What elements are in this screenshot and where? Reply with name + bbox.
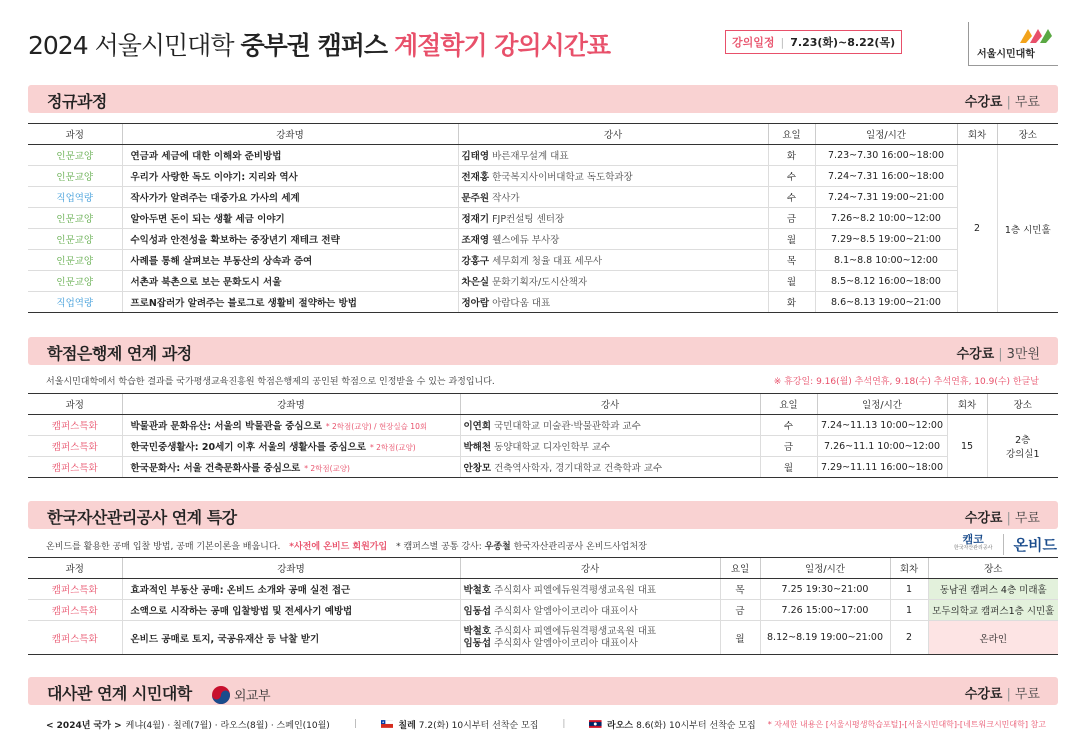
column-header: 과정 bbox=[28, 124, 122, 145]
location-cell: 온라인 bbox=[928, 621, 1058, 655]
instructor-name: 이연희 bbox=[463, 421, 492, 432]
table-row bbox=[28, 415, 1058, 436]
taegeuk-icon bbox=[211, 685, 231, 705]
laos-name: 라오스 bbox=[607, 720, 634, 731]
column-header: 장소 bbox=[928, 558, 1058, 579]
instructor-affiliation: 웰스에듀 부사장 bbox=[492, 235, 560, 246]
column-header: 일정/시간 bbox=[815, 124, 957, 145]
table-row bbox=[28, 600, 1058, 621]
day-cell: 수 bbox=[768, 187, 815, 208]
partner-logos bbox=[954, 532, 1057, 556]
section-title: 한국자산관리공사 연계 특강 bbox=[47, 508, 237, 527]
fee-info bbox=[965, 91, 1040, 110]
table-row bbox=[28, 621, 1058, 655]
day-cell: 화 bbox=[768, 145, 815, 166]
table-row bbox=[28, 208, 1058, 229]
instructor-line bbox=[464, 626, 720, 638]
course-title-cell bbox=[122, 436, 460, 457]
credit-note: * 2학점(교양) bbox=[304, 464, 350, 473]
column-header: 일정/시간 bbox=[817, 394, 947, 415]
course-title-cell: 알아두면 돈이 되는 생활 세금 이야기 bbox=[122, 208, 458, 229]
page-title bbox=[28, 26, 610, 62]
schedule-cell: 7.26 15:00~17:00 bbox=[760, 600, 890, 621]
table-row bbox=[28, 271, 1058, 292]
column-header: 강사 bbox=[458, 124, 768, 145]
schedule-value: 7.23(화)~8.22(목) bbox=[790, 36, 896, 49]
schedule-cell: 7.25 19:30~21:00 bbox=[760, 579, 890, 600]
schedule-cell: 8.12~8.19 19:00~21:00 bbox=[760, 621, 890, 655]
category-cell: 인문교양 bbox=[28, 271, 122, 292]
chile-info: 7.2(화) 10시부터 선착순 모집 bbox=[418, 720, 539, 731]
countries-label: < 2024년 국가 > bbox=[46, 720, 122, 731]
category-cell: 직업역량 bbox=[28, 187, 122, 208]
instructor-affiliation: 바른재무설계 대표 bbox=[492, 151, 569, 162]
table-row bbox=[28, 187, 1058, 208]
instructor-name: 문주원 bbox=[461, 193, 490, 204]
fee-label: 수강료 bbox=[964, 687, 1003, 702]
page-header bbox=[28, 22, 1058, 68]
column-header: 회차 bbox=[957, 124, 997, 145]
table-header-row bbox=[28, 394, 1058, 415]
table-row bbox=[28, 229, 1058, 250]
instructor-cell bbox=[460, 436, 760, 457]
location-cell: 동남권 캠퍼스 4층 미래홀 bbox=[928, 579, 1058, 600]
onbid-logo: 온비드 bbox=[1003, 534, 1057, 555]
instructor-affiliation: 주식회사 피엘에듀원격평생교육원 대표 bbox=[494, 625, 657, 637]
common-instructor-name: 우종철 bbox=[484, 542, 511, 552]
course-title-cell bbox=[122, 415, 460, 436]
section-title: 정규과정 bbox=[47, 92, 107, 111]
table-row bbox=[28, 292, 1058, 313]
logo-mark-icon bbox=[1018, 25, 1054, 45]
course-title-cell bbox=[122, 457, 460, 478]
sessions-cell: 15 bbox=[947, 415, 987, 478]
course-title-cell: 사례를 통해 살펴보는 부동산의 상속과 증여 bbox=[122, 250, 458, 271]
credit-note: * 2학점(교양) bbox=[369, 443, 416, 452]
instructor-affiliation: 한국복지사이버대학교 독도학과장 bbox=[492, 172, 633, 183]
table-header-row bbox=[28, 558, 1058, 579]
fee-label: 수강료 bbox=[964, 511, 1003, 526]
category-cell: 캠퍼스특화 bbox=[28, 579, 122, 600]
table-row bbox=[28, 166, 1058, 187]
title-part2: 중부권 캠퍼스 bbox=[240, 31, 388, 60]
instructor-name: 임동섭 bbox=[463, 606, 492, 617]
category-cell: 인문교양 bbox=[28, 145, 122, 166]
title-part3: 계절학기 강의시간표 bbox=[394, 31, 611, 60]
instructor-name: 박철호 bbox=[463, 585, 492, 596]
signup-note: *사전에 온비드 회원가입 bbox=[289, 542, 388, 552]
column-header: 회차 bbox=[947, 394, 987, 415]
fee-value: 무료 bbox=[1014, 511, 1040, 526]
day-cell: 수 bbox=[768, 166, 815, 187]
mofa-label: 외교부 bbox=[233, 689, 271, 704]
column-header: 회차 bbox=[890, 558, 928, 579]
course-title: 한국문화사: 서울 건축문화사를 중심으로 bbox=[130, 463, 301, 474]
instructor-name: 차은실 bbox=[461, 277, 490, 288]
divider: | bbox=[562, 719, 566, 729]
section-regular-header bbox=[28, 85, 1058, 113]
fee-label: 수강료 bbox=[964, 95, 1003, 110]
common-instructor-label: * 캠퍼스별 공통 강사: bbox=[396, 542, 482, 552]
schedule-cell: 7.24~7.31 19:00~21:00 bbox=[815, 187, 957, 208]
sessions-cell: 2 bbox=[890, 621, 928, 655]
kamco-logo-subtext: 한국자산관리공사 bbox=[953, 545, 993, 551]
schedule-label: 강의일정 bbox=[732, 36, 775, 49]
chile-name: 칠레 bbox=[398, 720, 416, 731]
title-year: 2024 bbox=[28, 31, 88, 60]
laos-flag-icon bbox=[589, 716, 602, 732]
schedule-cell: 7.23~7.30 16:00~18:00 bbox=[815, 145, 957, 166]
course-title-cell: 소액으로 시작하는 공매 입찰방법 및 전세사기 예방법 bbox=[122, 600, 460, 621]
instructor-name: 강홍구 bbox=[461, 256, 490, 267]
course-title-cell: 온비드 공매로 토지, 국공유재산 등 낙찰 받기 bbox=[122, 621, 460, 655]
note-text: 온비드를 활용한 공매 입찰 방법, 공매 기본이론을 배웁니다. bbox=[46, 542, 281, 552]
table-header-row bbox=[28, 124, 1058, 145]
instructor-name: 박해천 bbox=[463, 442, 492, 453]
instructor-cell bbox=[458, 271, 768, 292]
table-row bbox=[28, 457, 1058, 478]
day-cell: 금 bbox=[768, 208, 815, 229]
instructor-cell bbox=[460, 600, 720, 621]
course-title-cell: 작사가가 알려주는 대중가요 가사의 세계 bbox=[122, 187, 458, 208]
instructor-affiliation: 세무회계 청율 대표 세무사 bbox=[492, 256, 603, 267]
sessions-cell: 2 bbox=[957, 145, 997, 313]
sessions-cell: 1 bbox=[890, 600, 928, 621]
instructor-cell bbox=[458, 166, 768, 187]
kamco-description bbox=[46, 539, 647, 552]
instructor-line bbox=[464, 638, 720, 650]
section-embassy-header bbox=[28, 677, 1058, 705]
schedule-cell: 7.24~11.13 10:00~12:00 bbox=[817, 415, 947, 436]
course-title-cell: 수익성과 안전성을 확보하는 중장년기 재테크 전략 bbox=[122, 229, 458, 250]
instructor-affiliation: 주식회사 알엠아이코리아 대표이사 bbox=[494, 606, 638, 617]
instructor-affiliation: 주식회사 알엠아이코리아 대표이사 bbox=[494, 637, 638, 649]
schedule-cell: 7.29~11.11 16:00~18:00 bbox=[817, 457, 947, 478]
instructor-name: 임동섭 bbox=[463, 637, 492, 649]
schedule-cell: 7.29~8.5 19:00~21:00 bbox=[815, 229, 957, 250]
instructor-affiliation: 주식회사 피엘에듀원격평생교육원 대표 bbox=[494, 585, 657, 596]
countries-list: 케냐(4월) · 칠레(7월) · 라오스(8월) · 스페인(10월) bbox=[125, 720, 330, 731]
fee-info bbox=[957, 343, 1040, 362]
course-title: 박물관과 문화유산: 서울의 박물관을 중심으로 bbox=[130, 421, 322, 432]
mofa-logo bbox=[211, 685, 270, 705]
column-header: 장소 bbox=[987, 394, 1058, 415]
fee-value: 3만원 bbox=[1006, 347, 1040, 362]
fee-info bbox=[965, 507, 1040, 526]
schedule-box bbox=[725, 30, 902, 54]
category-cell: 캠퍼스특화 bbox=[28, 457, 122, 478]
category-cell: 캠퍼스특화 bbox=[28, 600, 122, 621]
table-row bbox=[28, 145, 1058, 166]
instructor-name: 정아람 bbox=[461, 298, 490, 309]
category-cell: 캠퍼스특화 bbox=[28, 621, 122, 655]
day-cell: 월 bbox=[720, 621, 760, 655]
kamco-logo bbox=[954, 535, 993, 553]
table-row bbox=[28, 250, 1058, 271]
category-cell: 인문교양 bbox=[28, 229, 122, 250]
day-cell: 수 bbox=[760, 415, 817, 436]
column-header: 요일 bbox=[760, 394, 817, 415]
day-cell: 목 bbox=[768, 250, 815, 271]
credit-bank-description: 서울시민대학에서 학습한 결과를 국가평생교육진흥원 학점은행제의 공인된 학점으로 인정받을 수 있는 과정입니다. bbox=[46, 377, 495, 387]
section-kamco-header bbox=[28, 501, 1058, 529]
chile-flag-icon bbox=[381, 716, 394, 732]
fee-separator: | bbox=[1006, 95, 1011, 110]
instructor-cell bbox=[458, 292, 768, 313]
column-header: 요일 bbox=[720, 558, 760, 579]
holiday-note: ※ 휴강일: 9.16(월) 추석연휴, 9.18(수) 추석연휴, 10.9(수) 한글날 bbox=[773, 377, 1039, 387]
schedule-cell: 7.26~8.2 10:00~12:00 bbox=[815, 208, 957, 229]
instructor-affiliation: 국민대학교 미술관·박물관학과 교수 bbox=[494, 421, 641, 432]
column-header: 강좌명 bbox=[122, 558, 460, 579]
schedule-separator: | bbox=[780, 35, 785, 49]
instructor-affiliation: 작사가 bbox=[492, 193, 520, 204]
location-line2: 강의실1 bbox=[1005, 449, 1040, 460]
instructor-name: 안창모 bbox=[463, 463, 492, 474]
course-title-cell: 서촌과 북촌으로 보는 문화도시 서울 bbox=[122, 271, 458, 292]
course-title-cell: 우리가 사랑한 독도 이야기: 지리와 역사 bbox=[122, 166, 458, 187]
fee-label: 수강료 bbox=[956, 347, 995, 362]
credit-bank-course-table bbox=[28, 393, 1058, 478]
category-cell: 인문교양 bbox=[28, 166, 122, 187]
instructor-name: 조재영 bbox=[461, 235, 490, 246]
fee-separator: | bbox=[1006, 687, 1011, 702]
section-title-text: 대사관 연계 시민대학 bbox=[47, 684, 192, 703]
column-header: 강좌명 bbox=[122, 124, 458, 145]
day-cell: 금 bbox=[760, 436, 817, 457]
instructor-cell bbox=[458, 145, 768, 166]
title-part1: 서울시민대학 bbox=[94, 31, 234, 60]
category-cell: 직업역량 bbox=[28, 292, 122, 313]
column-header: 장소 bbox=[997, 124, 1058, 145]
logo-text: 서울시민대학 bbox=[977, 49, 1035, 60]
column-header: 과정 bbox=[28, 394, 122, 415]
instructor-cell bbox=[458, 208, 768, 229]
column-header: 일정/시간 bbox=[760, 558, 890, 579]
fee-separator: | bbox=[998, 347, 1003, 362]
location-cell bbox=[987, 415, 1058, 478]
instructor-cell bbox=[458, 187, 768, 208]
section-title bbox=[47, 681, 270, 705]
category-cell: 캠퍼스특화 bbox=[28, 415, 122, 436]
course-title-cell: 효과적인 부동산 공매: 온비드 소개와 공매 실전 접근 bbox=[122, 579, 460, 600]
instructor-affiliation: 동양대학교 디자인학부 교수 bbox=[494, 442, 611, 453]
section-credit-bank-header bbox=[28, 337, 1058, 365]
schedule-cell: 8.1~8.8 10:00~12:00 bbox=[815, 250, 957, 271]
instructor-name: 박철호 bbox=[463, 625, 492, 637]
instructor-affiliation: FJP컨설팅 센터장 bbox=[492, 214, 565, 225]
column-header: 과정 bbox=[28, 558, 122, 579]
day-cell: 월 bbox=[760, 457, 817, 478]
embassy-program-info bbox=[46, 716, 1046, 732]
schedule-cell: 8.6~8.13 19:00~21:00 bbox=[815, 292, 957, 313]
column-header: 요일 bbox=[768, 124, 815, 145]
course-title: 한국민중생활사: 20세기 이후 서울의 생활사를 중심으로 bbox=[130, 442, 366, 453]
category-cell: 인문교양 bbox=[28, 250, 122, 271]
category-cell: 인문교양 bbox=[28, 208, 122, 229]
instructor-affiliation: 건축역사학자, 경기대학교 건축학과 교수 bbox=[494, 463, 663, 474]
category-cell: 캠퍼스특화 bbox=[28, 436, 122, 457]
section-title: 학점은행제 연계 과정 bbox=[47, 344, 192, 363]
schedule-cell: 8.5~8.12 16:00~18:00 bbox=[815, 271, 957, 292]
column-header: 강좌명 bbox=[122, 394, 460, 415]
instructor-cell bbox=[460, 621, 720, 655]
instructor-affiliation: 문화기획자/도시산책자 bbox=[492, 277, 588, 288]
instructor-cell bbox=[458, 229, 768, 250]
day-cell: 월 bbox=[768, 229, 815, 250]
table-row bbox=[28, 436, 1058, 457]
instructor-name: 전재홍 bbox=[461, 172, 490, 183]
instructor-name: 정재기 bbox=[461, 214, 490, 225]
column-header: 강사 bbox=[460, 558, 720, 579]
schedule-cell: 7.24~7.31 16:00~18:00 bbox=[815, 166, 957, 187]
detail-note: * 자세한 내용은 [서울시평생학습포털]-[서울시민대학]-[네트워크시민대학] 참고 bbox=[767, 719, 1046, 729]
instructor-cell bbox=[460, 579, 720, 600]
instructor-cell bbox=[460, 457, 760, 478]
kamco-course-table bbox=[28, 557, 1058, 655]
column-header: 강사 bbox=[460, 394, 760, 415]
fee-value: 무료 bbox=[1014, 687, 1040, 702]
day-cell: 화 bbox=[768, 292, 815, 313]
instructor-cell bbox=[460, 415, 760, 436]
fee-separator: | bbox=[1006, 511, 1011, 526]
regular-course-table bbox=[28, 123, 1058, 313]
credit-note: * 2학점(교양) / 현장실습 10회 bbox=[325, 422, 428, 431]
schedule-cell: 7.26~11.1 10:00~12:00 bbox=[817, 436, 947, 457]
sessions-cell: 1 bbox=[890, 579, 928, 600]
location-line1: 2층 bbox=[1015, 435, 1031, 446]
day-cell: 목 bbox=[720, 579, 760, 600]
divider: | bbox=[353, 719, 357, 729]
table-row bbox=[28, 579, 1058, 600]
seoul-citizen-university-logo bbox=[968, 22, 1058, 66]
instructor-name: 김태영 bbox=[461, 151, 490, 162]
fee-info bbox=[965, 683, 1040, 702]
kamco-logo-text: 캠코 bbox=[962, 533, 984, 546]
location-cell: 모두의학교 캠퍼스1층 시민홀 bbox=[928, 600, 1058, 621]
laos-info: 8.6(화) 10시부터 선착순 모집 bbox=[636, 720, 756, 731]
common-instructor-affiliation: 한국자산관리공사 온비드사업처장 bbox=[513, 542, 647, 552]
instructor-cell bbox=[458, 250, 768, 271]
course-title-cell: 프로N잡러가 알려주는 블로그로 생활비 절약하는 방법 bbox=[122, 292, 458, 313]
instructor-affiliation: 아람다움 대표 bbox=[492, 298, 551, 309]
day-cell: 월 bbox=[768, 271, 815, 292]
location-cell: 1층 시민홀 bbox=[997, 145, 1058, 313]
day-cell: 금 bbox=[720, 600, 760, 621]
course-title-cell: 연금과 세금에 대한 이해와 준비방법 bbox=[122, 145, 458, 166]
fee-value: 무료 bbox=[1014, 95, 1040, 110]
